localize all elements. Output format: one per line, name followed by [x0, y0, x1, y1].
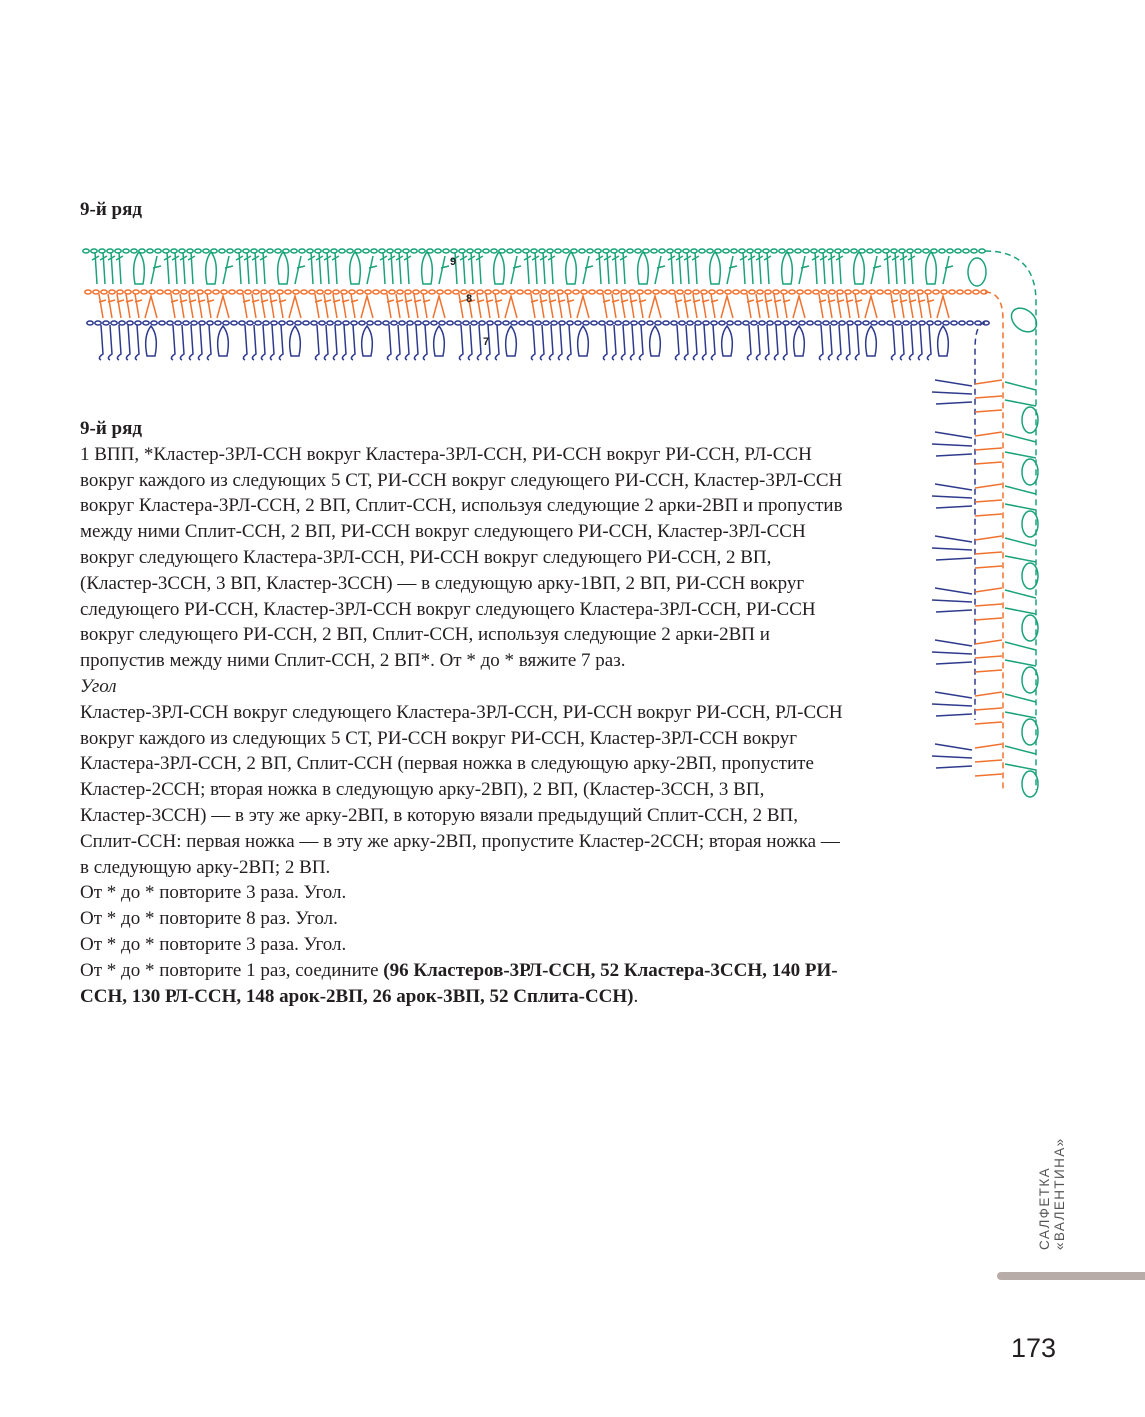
row-9-stitches [83, 249, 985, 284]
final-prefix: От * до * повторите 1 раз, соедините [80, 959, 384, 981]
repeat-line-3: От * до * повторите 3 раза. Угол. [80, 933, 347, 955]
row-label-8: 8 [466, 293, 473, 305]
side-stitches [932, 380, 1038, 797]
instructions-paragraph-2: Кластер-3РЛ-ССН вокруг следующего Кластера-3РЛ-ССН, РИ-ССН вокруг РИ-ССН, РЛ-ССН вокруг каждого из следующих 5 СТ, РИ-ССН вокруг РИ-ССН, Кластер-3РЛ-ССН вокруг Кластера-3РЛ-ССН, 2 ВП, Сплит-ССН (первая ножка в следующую арку-2ВП, пропустите Кластер-2ССН; вторая ножка в следующую арку-2ВП), 2 ВП, (Кластер-3ССН, 3 ВП, Кластер-3ССН) — в эту же арку-2ВП, в которую вязали предыдущий Сплит-ССН, 2 ВП, Сплит-ССН: первая ножка — в эту же арку-2ВП, пропустите Кластер-2ССН; вторая ножка — в следующую арку-2ВП; 2 ВП. [80, 701, 843, 878]
row-7-stitches [87, 321, 989, 360]
instructions-paragraph-1: 1 ВПП, *Кластер-3РЛ-ССН вокруг Кластера-3РЛ-ССН, РИ-ССН вокруг РИ-ССН, РЛ-ССН вокруг каждого из следующих 5 СТ, РИ-ССН вокруг следующего РИ-ССН, Кластер-3РЛ-ССН вокруг Кластера-3РЛ-ССН, 2 ВП, Сплит-ССН, используя следующие 2 арки-2ВП и пропустив между ними Сплит-ССН, 2 ВП, РИ-ССН вокруг следующего РИ-ССН, Кластер-3РЛ-ССН вокруг следующего Кластера-3РЛ-ССН, РИ-ССН вокруг следующего РИ-ССН, 2 ВП, (Кластер-3ССН, 3 ВП, Кластер-3ССН) — в следующую арку-1ВП, 2 ВП, РИ-ССН вокруг следующего РИ-ССН, Кластер-3РЛ-ССН вокруг следующего Кластера-3РЛ-ССН, РИ-ССН вокруг следующего РИ-ССН, 2 ВП, Сплит-ССН, используя следующие 2 арки-2ВП и пропустив между ними Сплит-ССН, 2 ВП*. От * до * вяжите 7 раз. [80, 443, 843, 672]
repeat-line-2: От * до * повторите 8 раз. Угол. [80, 908, 338, 930]
book-section-title: САЛФЕТКА «ВАЛЕНТИНА» [1037, 1137, 1067, 1250]
final-suffix: . [633, 985, 639, 1007]
final-line [80, 958, 850, 1010]
repeat-line-1: От * до * повторите 3 раза. Угол. [80, 882, 347, 904]
side-accent-bar [997, 1272, 1145, 1280]
row-8-stitches [85, 290, 987, 318]
page-number: 173 [1011, 1333, 1057, 1363]
diagram-heading: 9-й ряд [80, 199, 142, 220]
instructions-heading: 9-й ряд [80, 418, 142, 439]
row-label-9: 9 [450, 256, 457, 268]
corner-label: Угол [80, 675, 117, 697]
final-totals: (96 Кластеров-3РЛ-ССН, 52 Кластера-3ССН, 140 РИ-ССН, 130 РЛ-ССН, 148 арок-2ВП, 26 арок-3ВП, 52 Сплита-ССН) [80, 959, 838, 1007]
row-label-7: 7 [483, 336, 490, 348]
instructions [80, 416, 850, 1009]
